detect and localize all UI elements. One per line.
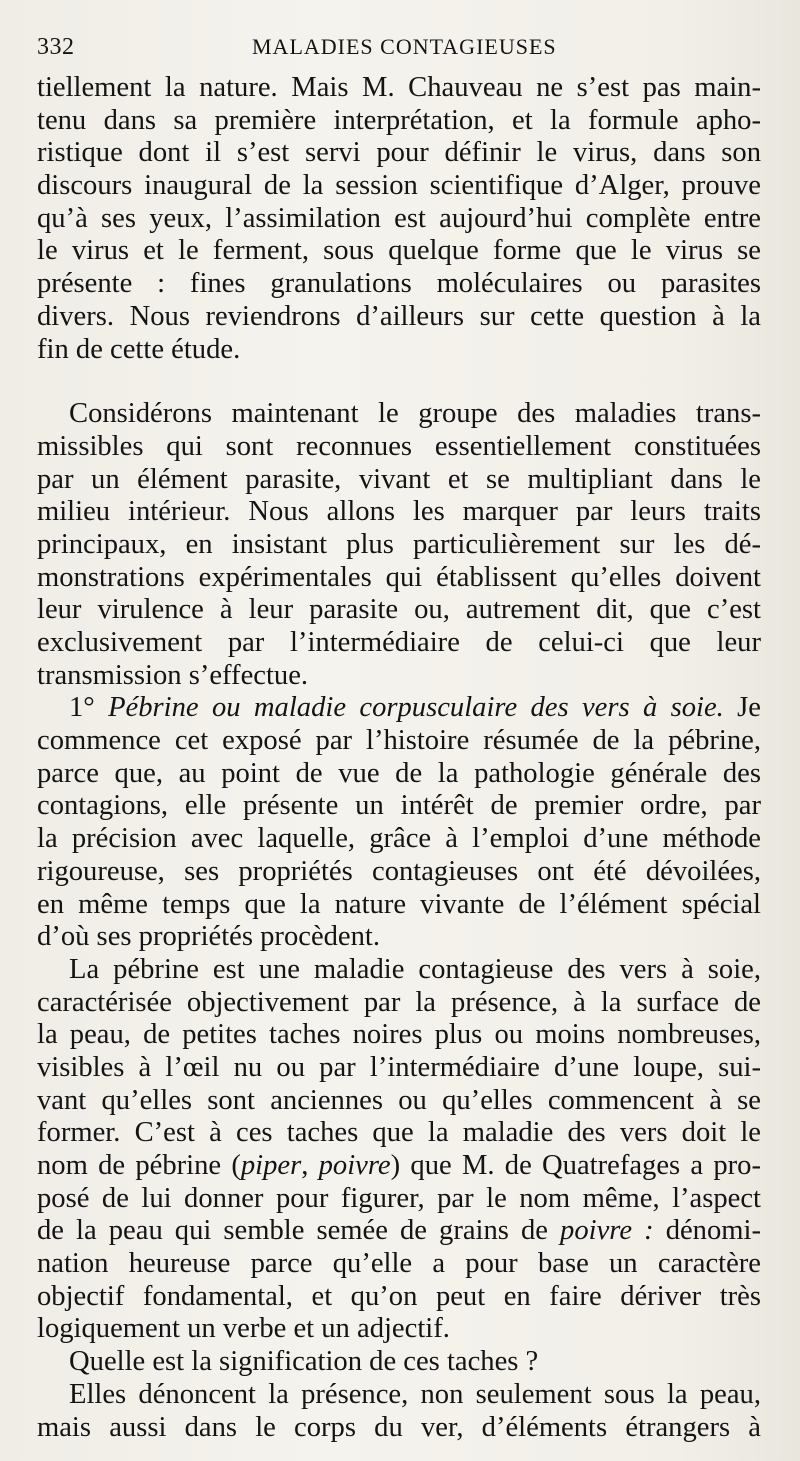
text-line: vant qu’elles sont anciennes ou qu’elles commencent à se [37, 1084, 761, 1116]
text-fragment: Je [737, 692, 761, 724]
text-line: Elles dénoncent la présence, non seulement sous la peau, [69, 1378, 761, 1410]
text-line: exclusivement par l’intermédiaire de celui-ci que leur [37, 627, 761, 658]
section-number: 1° [69, 692, 95, 724]
text-line: présente : fines granulations moléculaires ou parasites [37, 268, 761, 300]
text-line [37, 1215, 761, 1248]
text-line: parce que, au point de vue de la pathologie générale des [37, 757, 761, 789]
text-line: missibles qui sont reconnues essentiellement constituées [37, 430, 761, 462]
italic-word: piper [240, 1150, 302, 1181]
text-line: monstrations expérimentales qui établissent qu’elles doivent [37, 561, 761, 593]
text-fragment: nom de pébrine ( [37, 1150, 241, 1181]
text-line: fin de cette étude. [37, 333, 241, 365]
text-fragment: , [301, 1150, 319, 1181]
text-line: caractérisée objectivement par la présence, à la surface de [37, 986, 761, 1018]
text-line: principaux, en insistant plus particulièrement sur les dé- [37, 528, 761, 560]
page-number: 332 [37, 34, 75, 60]
text-line: la peau, de petites taches noires plus ou moins nombreuses, [37, 1019, 761, 1051]
text-line: visibles à l’œil nu ou par l’intermédiaire d’une loupe, sui- [37, 1051, 761, 1083]
text-line: tiellement la nature. Mais M. Chauveau ne s’est pas main- [37, 72, 761, 103]
section-heading-line [37, 692, 761, 725]
text-line: par un élément parasite, vivant et se multipliant dans le [37, 463, 761, 495]
paragraph-2 [37, 398, 761, 692]
text-fragment: ) que M. de Quatrefages a pro- [390, 1150, 761, 1181]
text-line: en même temps que la nature vivante de l’élément spécial [37, 888, 761, 920]
text-line: La pébrine est une maladie contagieuse des vers à soie, [69, 953, 761, 985]
paragraph-3 [37, 692, 761, 954]
text-line: la précision avec laquelle, grâce à l’emploi d’une méthode [37, 823, 761, 855]
text-line: tenu dans sa première interprétation, et la formule apho- [37, 104, 761, 136]
text-fragment: dénomi- [653, 1215, 761, 1247]
text-line: leur virulence à leur parasite ou, autrement dit, que c’est [37, 594, 761, 626]
text-line: contagions, elle présente un intérêt de premier ordre, par [37, 790, 761, 822]
text-line [37, 1150, 761, 1183]
text-line: commence cet exposé par l’histoire résumée de la pébrine, [37, 725, 761, 757]
text-line: Considérons maintenant le groupe des maladies trans- [69, 398, 761, 430]
paragraph-4 [37, 954, 761, 1346]
text-line: ristique dont il s’est servi pour définir le virus, dans son [37, 137, 761, 169]
text-line: former. C’est à ces taches que la maladie des vers doit le [37, 1117, 761, 1149]
text-line: qu’à ses yeux, l’assimilation est aujourd’hui complète entre [37, 202, 761, 234]
paragraph-5 [37, 1346, 761, 1379]
paragraph-gap [37, 366, 761, 398]
italic-word: poivre : [560, 1215, 654, 1247]
text-line: divers. Nous reviendrons d’ailleurs sur cette question à la [37, 300, 761, 332]
text-line: mais aussi dans le corps du ver, d’éléments étrangers à [37, 1411, 761, 1443]
text-fragment: de la peau qui semble semée de grains de [37, 1215, 561, 1247]
italic-word: poivre [318, 1150, 391, 1181]
paragraph-1 [37, 72, 761, 366]
text-line: Quelle est la signification de ces taches ? [69, 1346, 539, 1378]
text-line: transmission s’effectue. [37, 659, 309, 691]
section-title: Pébrine ou maladie corpusculaire des vers à soie. [108, 692, 724, 724]
running-head: MALADIES CONTAGIEUSES [252, 34, 557, 59]
text-line: le virus et le ferment, sous quelque forme que le virus se [37, 235, 761, 267]
page-header [37, 30, 757, 64]
paragraph-6 [37, 1379, 761, 1444]
text-line: nation heureuse parce qu’elle a pour base un caractère [37, 1248, 761, 1280]
text-line: discours inaugural de la session scientifique d’Alger, prouve [37, 170, 761, 202]
text-line: d’où ses propriétés procèdent. [37, 921, 381, 953]
text-line: posé de lui donner pour figurer, par le nom même, l’aspect [37, 1182, 761, 1214]
text-line: logiquement un verbe et un adjectif. [37, 1313, 450, 1345]
text-line: objectif fondamental, et qu’on peut en faire dériver très [37, 1280, 761, 1312]
text-line: rigoureuse, ses propriétés contagieuses ont été dévoilées, [37, 855, 761, 887]
text-line: milieu intérieur. Nous allons les marquer par leurs traits [37, 496, 761, 528]
body-text [37, 72, 761, 1444]
